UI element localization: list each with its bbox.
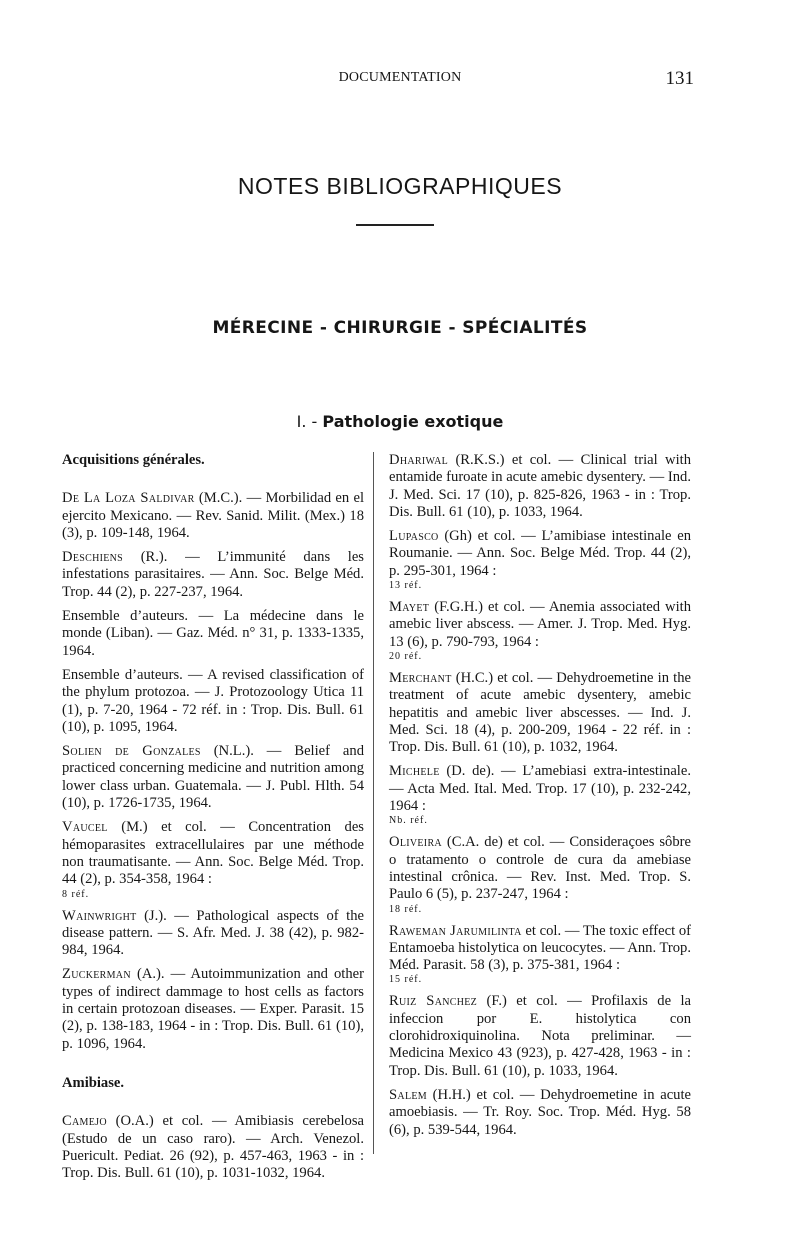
entry-author: Michele <box>389 763 440 780</box>
entry-text: (M.C.). — Morbilidad en el ejercito Mexicano. — Rev. Sanid. Milit. (Mex.) 18 (3), p. 109-148, 1964. <box>62 490 364 541</box>
bibliography-entry <box>389 834 691 915</box>
title-underline <box>356 224 434 226</box>
entry-reference-count: 8 réf. <box>62 888 90 900</box>
bibliography-entry <box>389 599 691 663</box>
bibliography-entry <box>62 608 364 660</box>
page-number: 131 <box>665 68 694 89</box>
entry-text: (Gh) et col. — L’amibiase intestinale en Roumanie. — Ann. Soc. Belge Méd. Trop. 44 (2), p. 295-301, 1964 : <box>389 528 691 579</box>
subsection-number: I. - <box>296 412 318 431</box>
bibliography-entry <box>389 763 691 827</box>
entry-author: Vaucel <box>62 819 108 836</box>
category-heading-amibiase: Amibiase. <box>62 1074 125 1091</box>
entry-author: Raweman Jarumilinta <box>389 922 522 939</box>
subsection-name: Pathologie exotique <box>322 412 504 431</box>
entry-reference-count: 20 réf. <box>389 650 423 662</box>
entry-text: (C.A. de) et col. — Consideraçoes sôbre o tratamento o controle de cura da amebiase intestinal crônica. — Rev. Inst. Med. Trop. S. Paulo 6 (5), p. 237-247, 1964 : <box>389 834 691 903</box>
entry-text: et col. — The toxic effect of Entamoeba histolytica on leucocytes. — Ann. Trop. Méd. Parasit. 58 (3), p. 375-381, 1964 : <box>389 922 691 974</box>
section-heading: MÉRECINE - CHIRURGIE - SPÉCIALITÉS <box>212 318 588 338</box>
entry-author: Merchant <box>389 669 452 686</box>
bibliography-entry <box>62 743 364 812</box>
bibliography-entry <box>62 1113 364 1182</box>
bibliography-entry <box>389 923 691 987</box>
bibliography-entry <box>389 528 691 592</box>
entry-reference-count: 13 réf. <box>389 580 423 592</box>
entry-text: (H.H.) et col. — Dehydroemetine in acute amoebiasis. — Tr. Roy. Soc. Trop. Méd. Hyg. 58 (6), p. 539-544, 1964. <box>389 1086 691 1138</box>
running-header <box>0 68 800 90</box>
entry-text: (N.L.). — Belief and practiced concerning medicine and nutrition among lower class urban. Guatemala. — J. Publ. Hlth. 54 (10), p. 1726-1735, 1964. <box>62 743 364 812</box>
bibliography-entry <box>389 452 691 521</box>
entry-reference-count: Nb. réf. <box>389 815 428 827</box>
entry-text: (H.C.) et col. — Dehydroemetine in the treatment of acute amebic dysentery, amebic hepatitis and amebic liver abscesses. — Ind. J. Med. Sci. 18 (4), p. 200-209, 1964 - 22 réf. in : Trop. Dis. Bull. 61 (10), p. 1032, 1964. <box>389 669 691 756</box>
entry-text: (J.). — Pathological aspects of the disease pattern. — S. Afr. Med. J. 38 (42), p. 982-984, 1964. <box>62 907 364 959</box>
entry-text: (M.) et col. — Concentration des hémoparasites extracellulaires par une méthode non traumatisante. — Ann. Soc. Belge Méd. Trop. 44 (2), p. 354-358, 1964 : <box>62 819 364 888</box>
entry-author: Zuckerman <box>62 966 131 983</box>
running-title: DOCUMENTATION <box>338 70 462 85</box>
entry-author: Dhariwal <box>389 452 449 468</box>
entry-reference-count: 15 réf. <box>389 974 423 986</box>
right-column <box>389 452 691 1146</box>
entry-text: (O.A.) et col. — Amibiasis cerebelosa (Estudo de un caso raro). — Arch. Venezol. Puericult. Pediat. 26 (92), p. 457-463, 1963 - in : Trop. Dis. Bull. 61 (10), p. 1031-1032, 1964. <box>62 1113 364 1182</box>
bibliography-entry <box>62 490 364 542</box>
bibliography-entry <box>389 993 691 1079</box>
subsection-heading <box>0 412 800 431</box>
bibliography-entry <box>62 819 364 900</box>
bibliography-entry <box>62 549 364 601</box>
bibliography-entry <box>62 966 364 1052</box>
category-heading-acquisitions: Acquisitions générales. <box>62 452 205 468</box>
entry-author: Oliveira <box>389 834 442 851</box>
entry-author: De La Loza Saldivar <box>62 490 195 507</box>
entry-text: (F.G.H.) et col. — Anemia associated with amebic liver abscess. — Amer. J. Trop. Med. Hyg. 13 (6), p. 790-793, 1964 : <box>389 599 691 650</box>
entry-text: (F.) et col. — Profilaxis de la infeccion por E. histolytica con clorohidroxiquinolina. Nota preliminar. — Medicina Mexico 43 (923), p. 427-428, 1963 - in : Trop. Dis. Bull. 61 (10), p. 1033, 1964. <box>389 993 691 1079</box>
entry-author: Camejo <box>62 1113 107 1130</box>
entry-author: Solien de Gonzales <box>62 743 201 760</box>
column-divider <box>373 452 374 1154</box>
entry-text: (A.). — Autoimmunization and other types of indirect dammage to host cells as factors in certain protozoan diseases. — Exper. Parasit. 15 (2), p. 138-183, 1964 - in : Trop. Dis. Bull. 61 (10), p. 1096, 1964. <box>62 966 364 1052</box>
entry-text: (R.). — L’immunité dans les infestations parasitaires. — Ann. Soc. Belge Méd. Trop. 44 (2), p. 227-237, 1964. <box>62 549 364 600</box>
entry-author: Mayet <box>389 599 430 616</box>
page-title: NOTES BIBLIOGRAPHIQUES <box>237 173 563 199</box>
entry-author: Lupasco <box>389 528 439 545</box>
entry-author: Deschiens <box>62 549 124 566</box>
entry-reference-count: 18 réf. <box>389 903 423 915</box>
entry-author: Salem <box>389 1086 427 1103</box>
bibliography-entry <box>62 667 364 736</box>
entry-author: Ruiz Sanchez <box>389 993 478 1010</box>
entry-author: Wainwright <box>62 907 137 924</box>
bibliography-entry <box>389 670 691 756</box>
left-column <box>62 452 364 1189</box>
bibliography-entry <box>62 908 364 960</box>
entry-text: (D. de). — L’amebiasi extra-intestinale. — Acta Med. Ital. Med. Trop. 17 (10), p. 232-242, 1964 : <box>389 763 691 815</box>
entry-text: (R.K.S.) et col. — Clinical trial with entamide furoate in acute amebic dysentery. — Ind. J. Med. Sci. 17 (10), p. 825-826, 1963 - in : Trop. Dis. Bull. 61 (10), p. 1033, 1964. <box>389 452 692 520</box>
entry-text: Ensemble d’auteurs. — A revised classification of the phylum protozoa. — J. Protozoology Utica 11 (1), p. 7-20, 1964 - 72 réf. in : Trop. Dis. Bull. 61 (10), p. 1095, 1964. <box>62 666 364 735</box>
entry-text: Ensemble d’auteurs. — La médecine dans le monde (Liban). — Gaz. Méd. n° 31, p. 1333-1335, 1964. <box>62 608 364 659</box>
bibliography-entry <box>389 1087 691 1139</box>
